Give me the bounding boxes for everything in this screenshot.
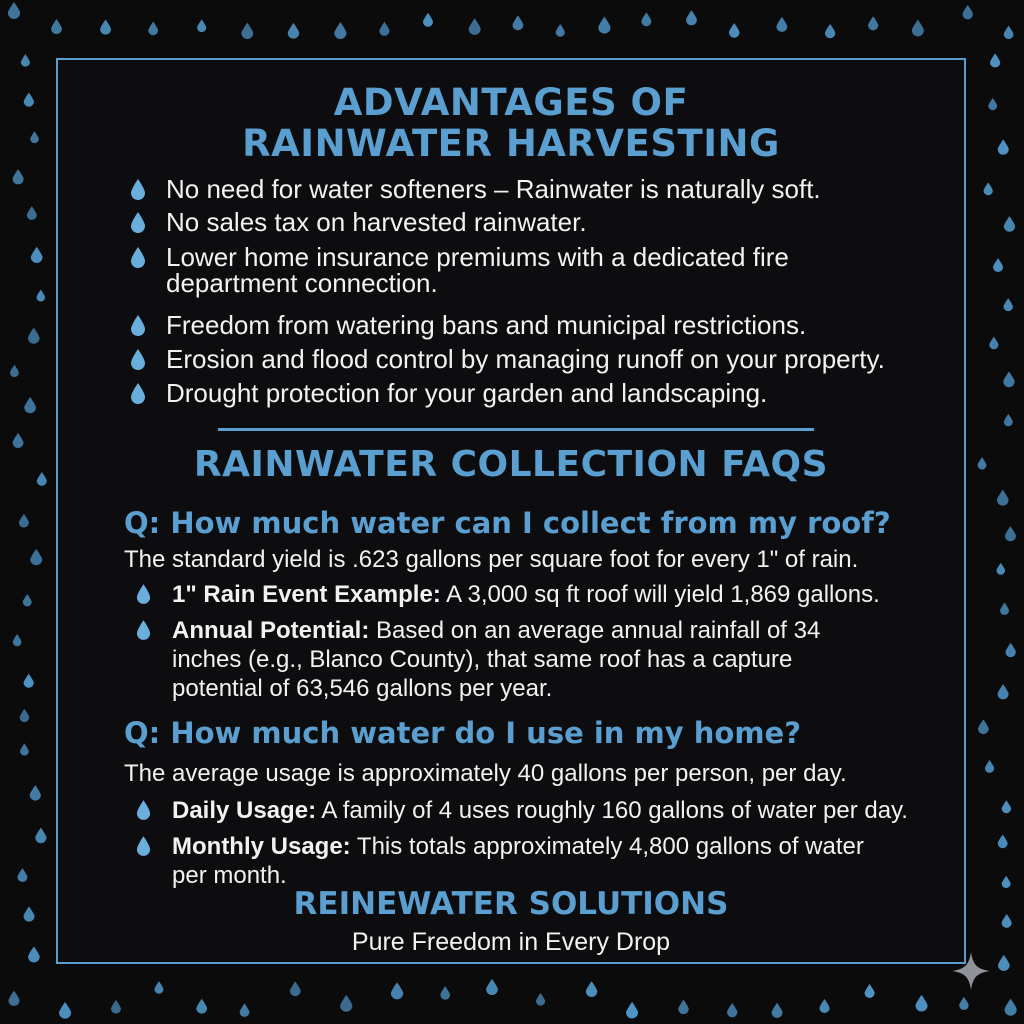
water-drop-icon: [130, 315, 146, 337]
advantages-title-line1: ADVANTAGES OF: [333, 81, 689, 124]
faq-point-text-cont: per month.: [172, 862, 287, 889]
advantage-text: Freedom from watering bans and municipal restrictions.: [166, 310, 807, 340]
sparkle-icon: [950, 950, 992, 992]
advantage-text: Drought protection for your garden and landscaping.: [166, 378, 768, 408]
advantage-text: No sales tax on harvested rainwater.: [166, 207, 587, 237]
water-drop-icon: [136, 836, 151, 857]
advantage-text-cont: department connection.: [166, 268, 438, 298]
faq-answer-usage: The average usage is approximately 40 gallons per person, per day.: [124, 760, 847, 787]
faq-point-text-cont: potential of 63,546 gallons per year.: [172, 675, 553, 702]
water-drop-icon: [136, 620, 151, 641]
water-drop-icon: [136, 584, 151, 605]
faq-point-text: This totals approximately 4,800 gallons of water: [350, 833, 864, 860]
faq-point-label: Monthly Usage:: [172, 833, 351, 860]
tagline: Pure Freedom in Every Drop: [351, 928, 671, 956]
advantage-text: Lower home insurance premiums with a dedicated fire: [166, 242, 789, 272]
water-drop-icon: [130, 349, 146, 371]
advantage-text: No need for water softeners – Rainwater is naturally soft.: [166, 174, 821, 204]
advantage-text: Erosion and flood control by managing runoff on your property.: [166, 344, 885, 374]
faq-question-roof: Q: How much water can I collect from my roof?: [124, 506, 891, 540]
faq-point-label: Daily Usage:: [172, 797, 317, 824]
faqs-title: RAINWATER COLLECTION FAQS: [193, 444, 829, 485]
water-drop-icon: [130, 212, 146, 234]
content-panel: [56, 58, 966, 964]
water-drop-icon: [130, 383, 146, 405]
brand-name: REINEWATER SOLUTIONS: [293, 886, 729, 922]
water-drop-icon: [130, 247, 146, 269]
section-divider: [218, 428, 814, 431]
water-drop-icon: [130, 179, 146, 201]
faq-answer-roof: The standard yield is .623 gallons per square foot for every 1" of rain.: [124, 546, 859, 573]
faq-point-text: A 3,000 sq ft roof will yield 1,869 gallons.: [440, 581, 880, 608]
faq-point-text: A family of 4 uses roughly 160 gallons of water per day.: [316, 797, 908, 824]
water-drop-icon: [136, 800, 151, 821]
faq-point-label: Annual Potential:: [172, 617, 370, 644]
faq-point-label: 1" Rain Event Example:: [172, 581, 441, 608]
advantages-title-line2: RAINWATER HARVESTING: [242, 122, 780, 165]
faq-point-text-cont: inches (e.g., Blanco County), that same roof has a capture: [172, 646, 793, 673]
faq-point-text: Based on an average annual rainfall of 34: [369, 617, 821, 644]
faq-question-usage: Q: How much water do I use in my home?: [124, 716, 802, 750]
